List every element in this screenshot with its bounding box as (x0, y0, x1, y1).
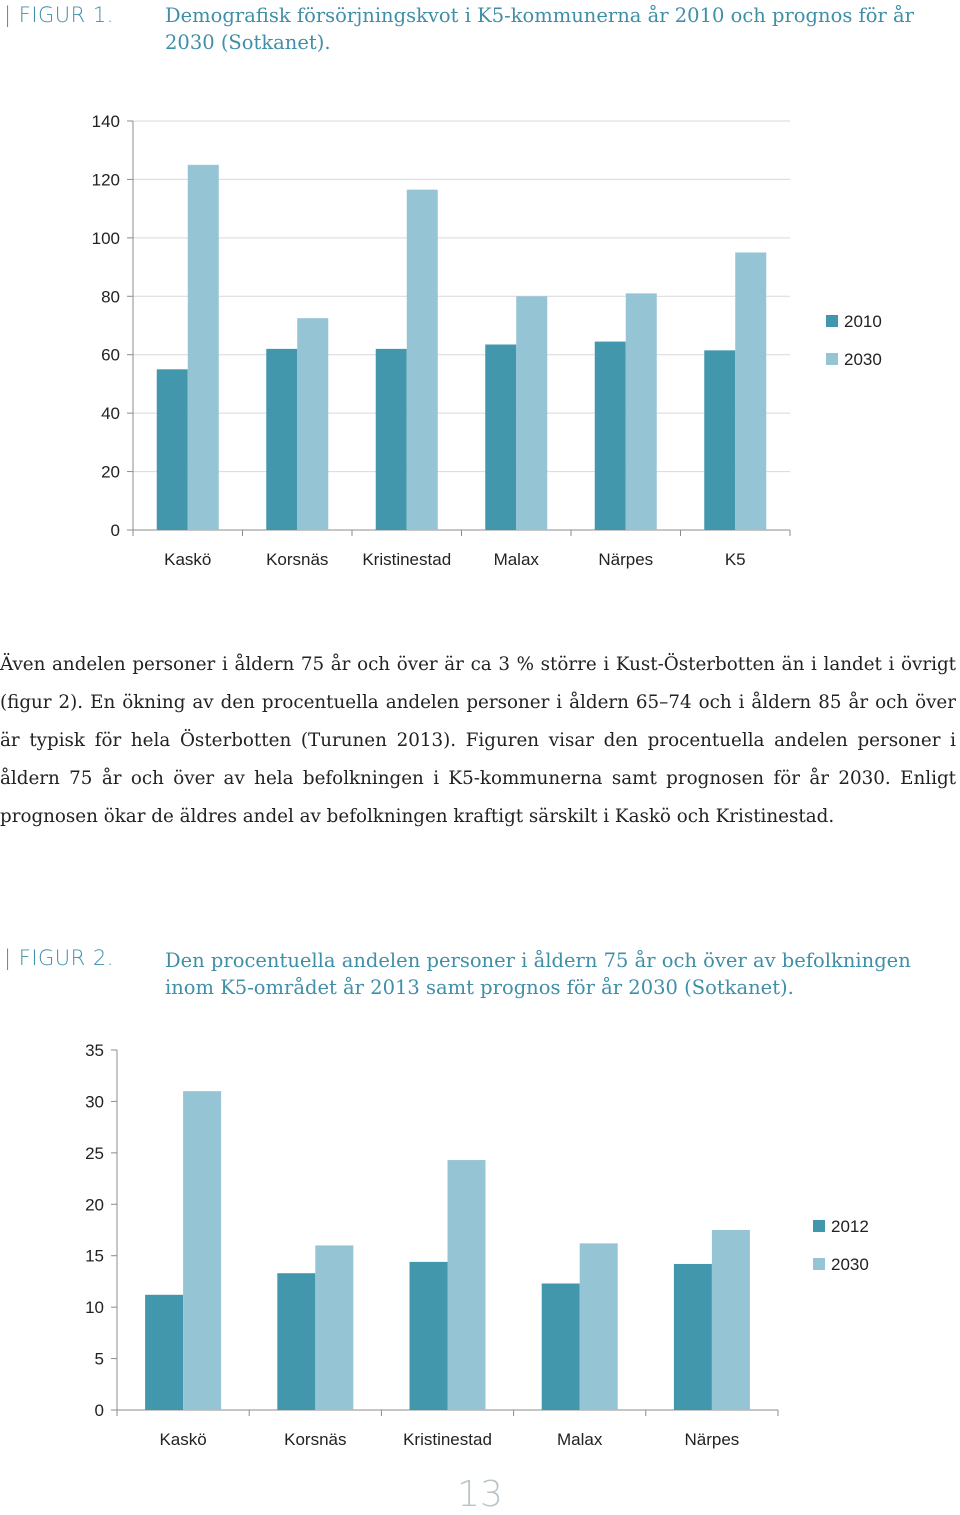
figure2-label: | FIGUR 2. (4, 946, 114, 970)
x-category-label-kristinestad: Kristinestad (362, 550, 452, 569)
bar-korsn-s-2030 (315, 1245, 353, 1410)
body-paragraph: Även andelen personer i åldern 75 år och över är ca 3 % större i Kust-Österbotten än i landet i övrigt (figur 2). En ökning av den procentuella andelen personer i åldern 65–74 och i åldern 85 år och över är typisk för hela Österbotten (Turunen 2013). Figuren visar den procentuella andelen personer i åldern 75 år och över av hela befolkningen i K5-kommunerna samt prognosen för år 2030. Enligt prognosen ökar de äldres andel av befolkningen kraftigt särskilt i Kaskö och Kristinestad. (0, 654, 956, 827)
x-category-label-k5: K5 (724, 550, 746, 569)
legend-label-2030: 2030 (831, 1255, 869, 1274)
bar-n-rpes-2030 (712, 1230, 750, 1410)
y-tick-label-120: 120 (91, 170, 120, 190)
y-tick-label-5: 5 (94, 1349, 104, 1369)
y-tick-label-100: 100 (91, 228, 120, 248)
x-category-label-korsn-s: Korsnäs (266, 550, 329, 569)
y-tick-label-20: 20 (85, 1195, 104, 1215)
y-tick-label-40: 40 (101, 404, 120, 424)
legend-label-2030: 2030 (844, 350, 882, 369)
page-number: 13 (457, 1474, 503, 1515)
y-tick-label-25: 25 (85, 1143, 104, 1163)
figure1-caption: Demografisk försörjningskvot i K5-kommunerna år 2010 och prognos för år 2030 (Sotkanet). (165, 4, 914, 54)
y-tick-label-0: 0 (110, 521, 120, 540)
y-tick-label-15: 15 (85, 1246, 104, 1266)
y-tick-label-10: 10 (85, 1298, 104, 1318)
bar-malax-2012 (542, 1283, 580, 1410)
y-tick-label-20: 20 (101, 462, 120, 482)
x-category-label-malax: Malax (557, 1430, 603, 1449)
bar-n-rpes-2012 (674, 1264, 712, 1410)
legend-swatch-2012 (813, 1220, 825, 1232)
y-tick-label-60: 60 (101, 345, 120, 365)
x-category-label-n-rpes: Närpes (598, 550, 654, 569)
x-category-label-malax: Malax (493, 550, 539, 569)
x-category-label-kristinestad: Kristinestad (403, 1430, 492, 1449)
y-tick-label-140: 140 (91, 112, 120, 131)
legend-label-2012: 2012 (831, 1217, 869, 1236)
y-tick-label-35: 35 (85, 1041, 104, 1060)
bar-kristinestad-2012 (410, 1262, 448, 1410)
bar-kask--2012 (145, 1295, 183, 1410)
y-tick-label-80: 80 (101, 287, 120, 307)
figure1-label: | FIGUR 1. (4, 3, 114, 27)
x-category-label-kask-: Kaskö (159, 1430, 207, 1449)
bar-korsn-s-2012 (277, 1273, 315, 1410)
figure2-caption: Den procentuella andelen personer i åldern 75 år och över av befolkningen inom K5-området år 2013 samt prognos för år 2030 (Sotkanet). (165, 949, 911, 999)
legend-swatch-2030 (813, 1258, 825, 1270)
y-tick-label-30: 30 (85, 1092, 104, 1112)
x-category-label-n-rpes: Närpes (684, 1430, 740, 1449)
bar-kristinestad-2030 (448, 1160, 486, 1410)
legend-label-2010: 2010 (844, 312, 882, 331)
x-category-label-korsn-s: Korsnäs (284, 1430, 347, 1449)
x-category-label-kask-: Kaskö (164, 550, 212, 569)
bar-kask--2030 (183, 1091, 221, 1410)
y-tick-label-0: 0 (94, 1401, 104, 1420)
bar-malax-2030 (580, 1243, 618, 1410)
